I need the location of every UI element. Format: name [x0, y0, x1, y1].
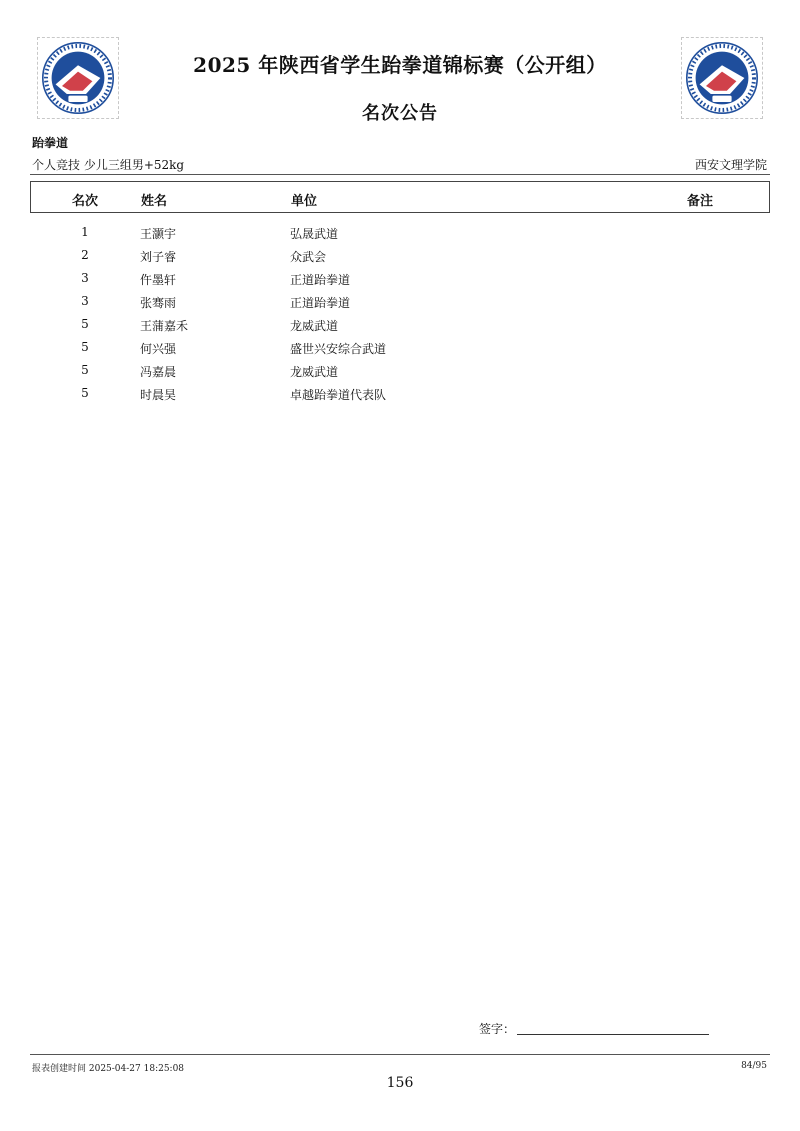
rank-cell: 5 — [81, 386, 89, 400]
table-row — [30, 314, 770, 337]
footer-divider — [30, 1054, 770, 1055]
name-cell: 刘子睿 — [140, 250, 177, 264]
rank-cell: 2 — [81, 248, 89, 262]
name-cell: 何兴强 — [140, 342, 177, 356]
venue-label: 西安文理学院 — [694, 158, 767, 172]
unit-cell: 正道跆拳道 — [290, 273, 351, 287]
table-header — [30, 181, 770, 213]
name-cell: 王蒲嘉禾 — [140, 319, 189, 333]
column-header-note: 备注 — [687, 194, 714, 209]
table-row — [30, 291, 770, 314]
event-label: 个人竞技 少儿三组男+52kg — [32, 158, 185, 172]
table-row — [30, 222, 770, 245]
table-row — [30, 360, 770, 383]
name-cell: 王灏宇 — [140, 227, 177, 241]
rank-cell: 1 — [81, 225, 89, 239]
unit-cell: 众武会 — [290, 250, 327, 264]
rank-cell: 5 — [81, 317, 89, 331]
unit-cell: 龙威武道 — [290, 319, 339, 333]
table-row — [30, 268, 770, 291]
name-cell: 张骞雨 — [140, 296, 177, 310]
table-row — [30, 337, 770, 360]
name-cell: 冯嘉晨 — [140, 365, 177, 379]
rank-cell: 3 — [81, 271, 89, 285]
column-header-name: 姓名 — [141, 194, 168, 209]
rank-cell: 5 — [81, 340, 89, 354]
header-divider — [30, 174, 770, 175]
name-cell: 时晨昊 — [140, 388, 177, 402]
signature-line — [517, 1034, 709, 1035]
report-created-time: 报表创建时间 2025-04-27 18:25:08 — [32, 1064, 185, 1074]
unit-cell: 弘晟武道 — [290, 227, 339, 241]
rank-cell: 3 — [81, 294, 89, 308]
page-count: 84/95 — [741, 1061, 767, 1071]
signature-label: 签字： — [479, 1022, 516, 1036]
table-row — [30, 245, 770, 268]
unit-cell: 龙威武道 — [290, 365, 339, 379]
results-table-body — [30, 222, 770, 406]
table-row — [30, 383, 770, 406]
page-title: 2025 年陕西省学生跆拳道锦标赛（公开组） — [193, 53, 607, 77]
rank-cell: 5 — [81, 363, 89, 377]
unit-cell: 盛世兴安综合武道 — [290, 342, 387, 356]
name-cell: 仵墨轩 — [140, 273, 177, 287]
unit-cell: 卓越跆拳道代表队 — [290, 388, 387, 402]
column-header-rank: 名次 — [72, 194, 99, 209]
page-number: 156 — [386, 1075, 414, 1091]
column-header-unit: 单位 — [291, 194, 318, 209]
unit-cell: 正道跆拳道 — [290, 296, 351, 310]
page-subtitle: 名次公告 — [362, 103, 438, 124]
sport-label: 跆拳道 — [32, 136, 69, 150]
